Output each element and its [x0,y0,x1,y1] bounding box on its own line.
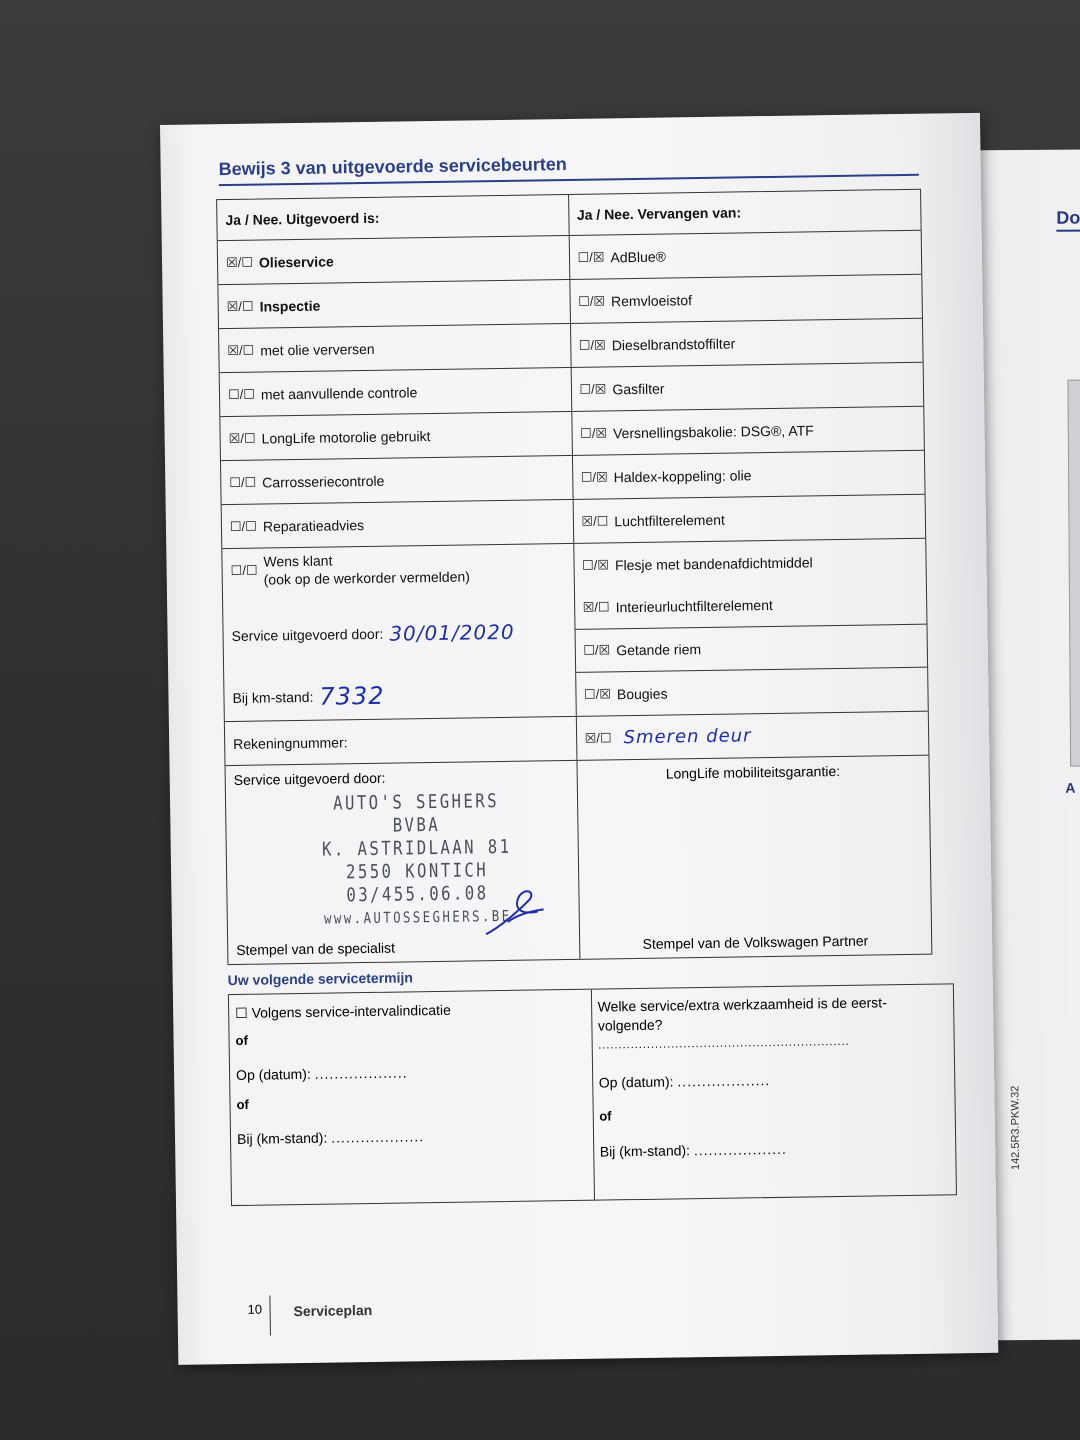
checklist-right-cell [573,495,925,543]
stamp-line-1: AUTO'S SEGHERS BVBA [333,790,500,837]
replacement-row [574,582,926,630]
km-label: Bij km-stand: [232,688,314,706]
next-page-title: Do [1056,207,1080,228]
checklist-right-cell [572,451,924,499]
checklist-left-cell [222,500,574,548]
checklist-right-cell [570,319,922,367]
right-checkbox[interactable]: ☐/☒ [580,424,608,441]
checklist-right-cell [572,407,924,455]
account-checkbox[interactable]: ☒/☐ [584,729,612,746]
checklist-left-cell [219,324,571,372]
footer-section: Serviceplan [293,1301,373,1320]
date-dots-right[interactable]: ................... [677,1072,771,1090]
footer-divider [269,1295,271,1335]
next-question: Welke service/extra werkzaamheid is de eerst-volgende? [597,994,887,1034]
checklist-left-cell [220,368,572,416]
left-label-block [263,549,470,588]
page-title: Bewijs 3 van uitgevoerde servicebeurten [218,153,567,180]
print-code: 142.5R3.PKW.32 [1009,1085,1022,1171]
km-line-right [600,1141,787,1160]
right-label: Haldex-koppeling: olie [613,466,752,485]
page-number: 10 [247,1301,263,1317]
longlife-guarantee-label: LongLife mobiliteitsgarantie: [665,762,841,782]
left-checkbox[interactable]: ☐/☐ [227,386,256,402]
left-label: Inspectie [259,297,321,315]
stamp-line-4: 03/455.06.08 [346,882,489,907]
replacement-checkbox[interactable]: ☐/☒ [583,685,612,702]
km-label-left: Bij (km-stand): [236,1129,328,1147]
left-label: LongLife motorolie gebruikt [261,427,431,447]
checklist-right-cell [571,363,923,411]
next-service-title: Uw volgende servicetermijn [227,969,413,989]
service-date-handwritten: 30/01/2020 [389,619,515,646]
next-service-right [591,984,956,1199]
right-checkbox[interactable]: ☐/☒ [579,380,607,397]
service-done-left [223,587,576,721]
stamp-line-2: K. ASTRIDLAAN 81 [321,835,512,861]
replacement-row [575,625,927,673]
left-label: met olie verversen [260,340,375,359]
next-page-letter: A [1065,779,1076,796]
replacement-checkbox[interactable]: ☐/☒ [583,642,611,658]
stamp-row [226,756,932,964]
header-right: Ja / Nee. Vervangen van: [576,204,742,223]
right-label: Flesje met bandenafdichtmiddel [614,553,813,573]
signature-scribble [477,881,548,942]
partner-stamp-label: Stempel van de Volkswagen Partner [642,932,869,952]
right-label: AdBlue® [610,248,667,265]
stamp-line-3: 2550 KONTICH [345,859,489,884]
checklist-left-cell [218,236,570,284]
question-answer-dots[interactable]: .............................................................. [598,1035,850,1052]
next-page-box [1067,379,1080,766]
left-label: Reparatieadvies [262,516,365,535]
next-service-left [229,990,595,1205]
specialist-stamp-cell [226,761,580,964]
left-label: met aanvullende controle [260,383,418,403]
checklist-left-cell [220,412,572,460]
service-done-right [574,582,927,716]
km-line-left [237,1128,424,1147]
service-table [216,189,932,965]
replacement-checkbox[interactable]: ☒/☐ [582,599,610,615]
account-label: Rekeningnummer: [225,717,577,765]
right-label: Luchtfilterelement [614,511,725,529]
date-label-left: Op (datum): [235,1065,311,1083]
account-right [576,712,928,760]
booklet-page [160,113,998,1365]
checklist-right-cell [570,275,922,323]
right-label: Versnellingsbakolie: DSG®, ATF [612,421,814,441]
service-done-label: Service uitgevoerd door: [231,625,384,644]
km-line [232,682,384,712]
right-label: Dieselbrandstoffilter [611,334,736,353]
header-left: Ja / Nee. Uitgevoerd is: [217,195,569,240]
checklist-right-cell [574,539,926,587]
date-label-right: Op (datum): [598,1073,674,1091]
checklist-left-cell [218,280,570,328]
left-checkbox[interactable]: ☐/☐ [229,518,257,534]
right-checkbox[interactable]: ☐/☒ [578,292,606,309]
date-line-right [599,1072,771,1091]
right-checkbox[interactable]: ☒/☐ [581,512,609,529]
left-checkbox[interactable]: ☒/☐ [228,430,256,446]
right-label: Remvloeistof [610,291,693,309]
checklist-right-cell [569,231,921,279]
specialist-stamp-label: Stempel van de specialist [236,939,396,958]
km-handwritten: 7332 [319,681,385,711]
left-checkbox[interactable]: ☒/☐ [227,342,255,358]
right-checkbox[interactable]: ☐/☒ [577,248,605,265]
km-label-right: Bij (km-stand): [599,1142,691,1160]
or-label-1: of [235,1032,248,1048]
replacement-row [576,668,928,716]
account-handwritten: Smeren deur [623,725,752,749]
right-label: Gasfilter [612,380,665,397]
replacement-label: Bougies [616,685,668,702]
km-dots-right[interactable]: ................... [693,1140,787,1159]
left-checkbox[interactable]: ☒/☐ [226,298,254,314]
km-dots-left[interactable]: ................... [331,1128,425,1146]
right-checkbox[interactable]: ☐/☒ [578,336,606,353]
next-page-rule [1056,229,1080,231]
left-label: Wens klant [263,551,333,570]
right-checkbox[interactable]: ☐/☒ [580,468,608,485]
replacement-label: Interieurluchtfilterelement [615,596,773,616]
checklist-rows [218,231,926,592]
right-checkbox[interactable]: ☐/☒ [581,556,610,573]
stamp-line-5: www.AUTOSSEGHERS.BE [323,906,512,928]
date-dots-left[interactable]: ................... [314,1064,408,1082]
date-line-left [236,1064,408,1083]
partner-stamp-cell [577,756,931,959]
checklist-left-cell [221,456,573,504]
interval-option[interactable]: ☐ Volgens service-intervalindicatie [235,1001,451,1021]
left-checkbox[interactable]: ☒/☐ [225,254,254,270]
service-done-block [223,582,928,722]
left-checkbox[interactable]: ☐/☐ [230,562,258,578]
left-label: Olieservice [258,252,334,271]
left-label: Carrosseriecontrole [262,472,385,491]
or-label-2: of [236,1096,249,1112]
left-checkbox[interactable]: ☐/☐ [229,474,257,490]
service-done-line [231,620,514,648]
stamp-top-label: Service uitgevoerd door: [233,769,386,788]
left-sublabel: (ook op de werkorder vermelden) [263,567,470,588]
or-label-3: of [599,1108,612,1124]
replacement-label: Getande riem [616,641,702,659]
next-service-table [228,983,957,1206]
checklist-left-cell [222,544,574,592]
